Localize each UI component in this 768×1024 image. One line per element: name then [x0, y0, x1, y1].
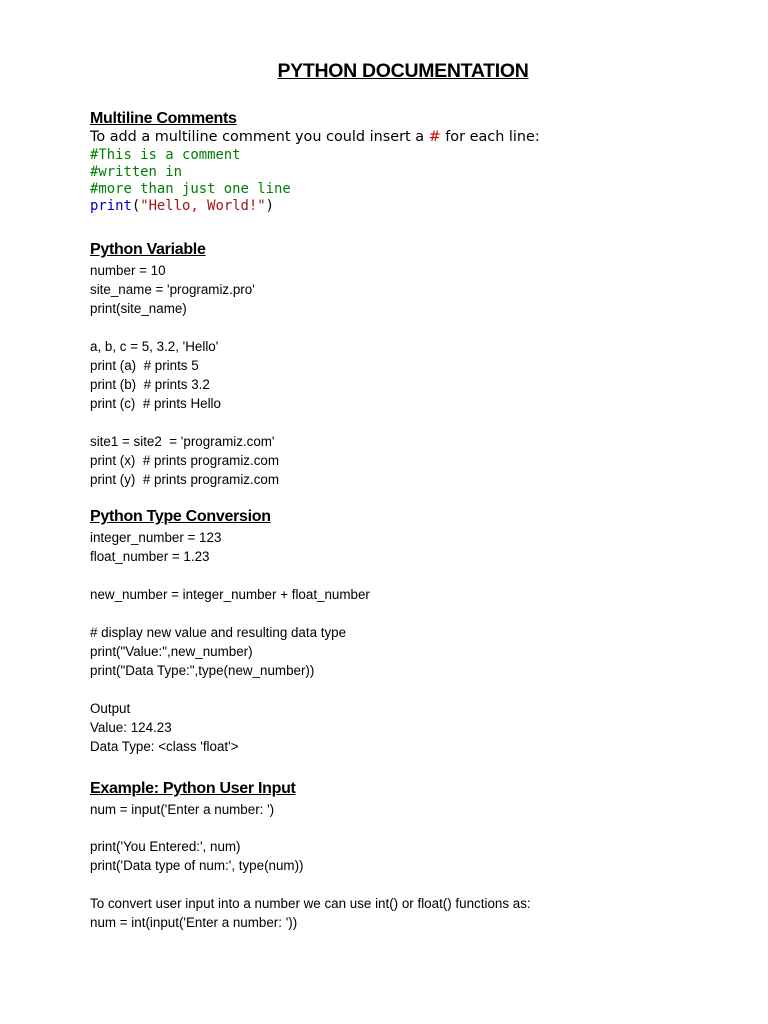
text-line: float_number = 1.23 — [90, 549, 210, 564]
text-line: site_name = 'programiz.pro' — [90, 282, 255, 297]
text-line: print (c) # prints Hello — [90, 396, 221, 411]
text-line: Output — [90, 701, 131, 716]
intro-text-after: for each line: — [440, 129, 540, 145]
text-line: integer_number = 123 — [90, 530, 222, 545]
text-line: num = int(input('Enter a number: ')) — [90, 915, 298, 930]
print-open-paren: ( — [131, 198, 141, 214]
text-line: print (a) # prints 5 — [90, 358, 199, 373]
heading-user-input: Example: Python User Input — [90, 780, 296, 797]
print-close-paren: ) — [265, 198, 275, 214]
code-comment-line: #This is a comment — [90, 147, 241, 163]
print-string: "Hello, World!" — [140, 198, 266, 214]
text-line: new_number = integer_number + float_number — [90, 587, 370, 602]
text-line: print('You Entered:', num) — [90, 839, 241, 854]
text-line: print("Data Type:",type(new_number)) — [90, 663, 315, 678]
text-line: To convert user input into a number we can use int() or float() functions as: — [90, 896, 531, 911]
text-line: a, b, c = 5, 3.2, 'Hello' — [90, 339, 219, 354]
text-line: # display new value and resulting data type — [90, 625, 347, 640]
intro-hash-symbol: # — [428, 129, 441, 145]
text-line: print (b) # prints 3.2 — [90, 377, 210, 392]
text-line: Value: 124.23 — [90, 720, 172, 735]
text-line: print (x) # prints programiz.com — [90, 453, 280, 468]
text-line: number = 10 — [90, 263, 166, 278]
text-line: Data Type: <class 'float'> — [90, 739, 239, 754]
code-comment-line: #written in — [90, 164, 182, 180]
intro-text-before: To add a multiline comment you could insert a — [90, 129, 429, 145]
heading-type-conversion: Python Type Conversion — [90, 508, 271, 525]
text-line: print(site_name) — [90, 301, 187, 316]
heading-multiline-comments: Multiline Comments — [90, 110, 237, 127]
text-line: print (y) # prints programiz.com — [90, 472, 280, 487]
print-keyword: print — [90, 198, 132, 214]
text-line: site1 = site2 = 'programiz.com' — [90, 434, 275, 449]
heading-python-variable: Python Variable — [90, 241, 206, 258]
code-print-line — [90, 200, 274, 214]
text-line: num = input('Enter a number: ') — [90, 802, 275, 817]
code-comment-line: #more than just one line — [90, 181, 291, 197]
text-line: print("Value:",new_number) — [90, 644, 253, 659]
text-line: print('Data type of num:', type(num)) — [90, 858, 304, 873]
multiline-comments-intro — [90, 130, 540, 144]
document-title: PYTHON DOCUMENTATION — [277, 60, 529, 82]
